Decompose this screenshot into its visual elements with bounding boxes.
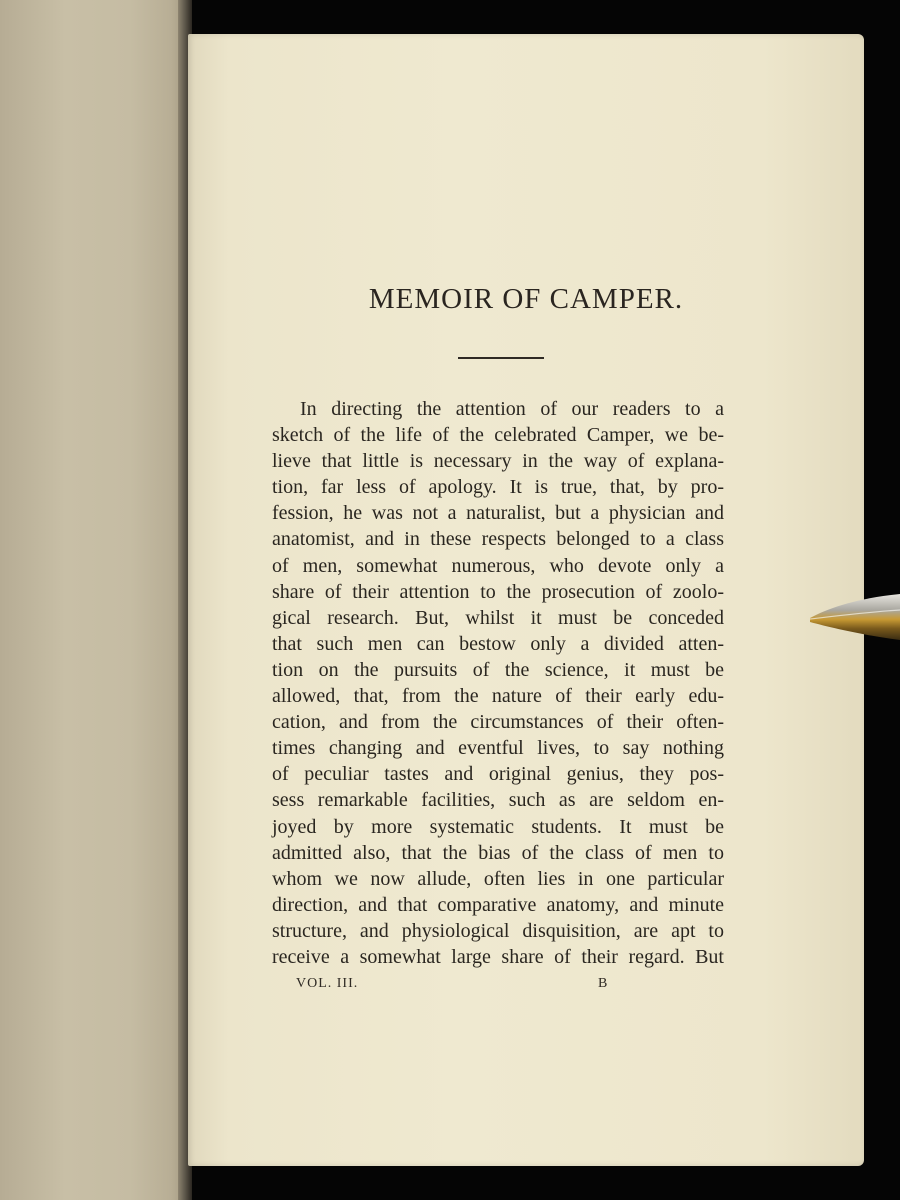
- title-rule: [458, 357, 544, 359]
- body-line: of men, somewhat numerous, who devote only a: [272, 554, 724, 577]
- body-line: anatomist, and in these respects belonged to a class: [272, 528, 724, 551]
- body-line: In directing the attention of our readers to a: [300, 398, 724, 420]
- facing-page: [0, 0, 186, 1200]
- page-title: MEMOIR OF CAMPER.: [368, 283, 684, 315]
- footer-signature: B: [598, 976, 609, 991]
- body-text: [272, 396, 724, 970]
- body-line: gical research. But, whilst it must be conceded: [272, 606, 724, 629]
- body-line: direction, and that comparative anatomy, and minute: [272, 893, 724, 916]
- body-line: whom we now allude, often lies in one particular: [272, 867, 724, 890]
- body-line: of peculiar tastes and original genius, they pos-: [272, 763, 724, 786]
- body-line: cation, and from the circumstances of their often-: [272, 711, 724, 734]
- body-line: sess remarkable facilities, such as are seldom en-: [272, 789, 724, 812]
- body-line: tion, far less of apology. It is true, that, by pro-: [272, 476, 724, 499]
- body-line: allowed, that, from the nature of their early edu-: [272, 685, 724, 708]
- body-line: receive a somewhat large share of their regard. But: [272, 945, 724, 968]
- body-line: sketch of the life of the celebrated Camper, we be-: [272, 424, 724, 447]
- body-line: joyed by more systematic students. It must be: [272, 815, 724, 838]
- footer-volume: VOL. III.: [296, 976, 359, 991]
- body-line: that such men can bestow only a divided atten-: [272, 632, 724, 655]
- body-line: times changing and eventful lives, to say nothing: [272, 737, 724, 760]
- body-line: lieve that little is necessary in the way of explana-: [272, 450, 724, 473]
- pen-tip-icon: [808, 590, 900, 640]
- body-line: structure, and physiological disquisition, are apt to: [272, 919, 724, 942]
- body-line: fession, he was not a naturalist, but a physician and: [272, 502, 724, 525]
- body-line: tion on the pursuits of the science, it must be: [272, 658, 724, 681]
- body-line: admitted also, that the bias of the class of men to: [272, 841, 724, 864]
- body-line: share of their attention to the prosecution of zoolo-: [272, 580, 724, 603]
